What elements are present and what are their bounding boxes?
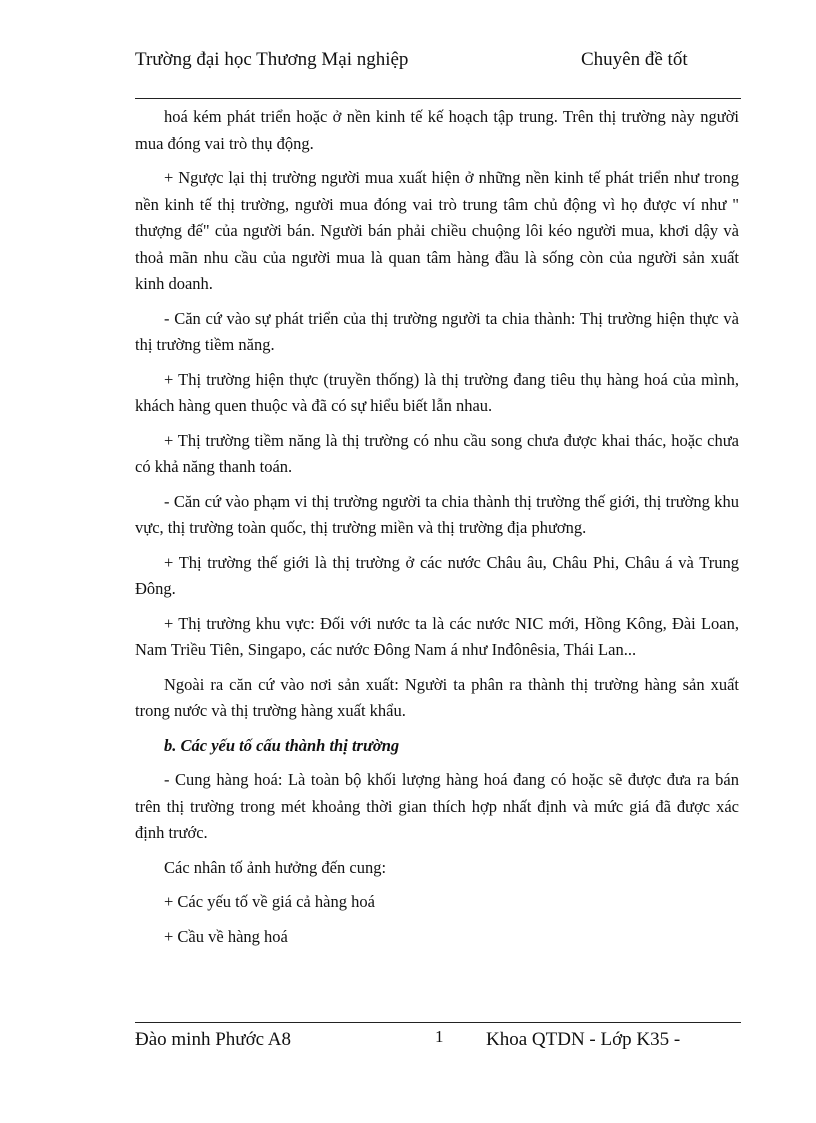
paragraph: hoá kém phát triển hoặc ở nền kinh tế kế hoạch tập trung. Trên thị trường này người mua đóng vai trò thụ động.: [135, 107, 739, 153]
paragraph: + Thị trường khu vực: Đối với nước ta là các nước NIC mới, Hồng Kông, Đài Loan, Nam Triều Tiên, Singapo, các nước Đông Nam á như Inđônêsia, Thái Lan...: [135, 613, 739, 659]
paragraph: + Thị trường thế giới là thị trường ở các nước Châu âu, Châu Phi, Châu á và Trung Đông.: [135, 552, 739, 598]
paragraph: - Căn cứ vào phạm vi thị trường người ta chia thành thị trường thế giới, thị trường khu vực, thị trường toàn quốc, thị trường miền và thị trường địa phương.: [135, 491, 739, 537]
page-footer: [135, 1022, 741, 1050]
paragraph: + Ngược lại thị trường người mua xuất hiện ở những nền kinh tế phát triển như trong nền kinh tế thị trường, người mua đóng vai trò trung tâm chủ động vì họ được ví như " thượng đế" của người bán. Người bán phải chiều chuộng lôi kéo người mua, khơi dậy và thoả mãn nhu cầu của người mua là quan tâm hàng đầu là sống còn của người sản xuất kinh doanh.: [135, 168, 739, 293]
header-school-name: Trường đại học Thương Mại nghiệp: [135, 49, 409, 70]
paragraph: + Cầu về hàng hoá: [164, 926, 288, 946]
paragraph: + Thị trường tiềm năng là thị trường có nhu cầu song chưa được khai thác, hoặc chưa có khả năng thanh toán.: [135, 430, 739, 476]
paragraph: + Các yếu tố về giá cả hàng hoá: [164, 892, 375, 911]
paragraph: Ngoài ra căn cứ vào nơi sản xuất: Người ta phân ra thành thị trường hàng sản xuất trong nước và thị trường hàng xuất khẩu.: [135, 674, 739, 720]
paragraph: + Thị trường hiện thực (truyền thống) là thị trường đang tiêu thụ hàng hoá của mình, khách hàng quen thuộc và đã có sự hiểu biết lẫn nhau.: [135, 369, 739, 415]
footer-class-info: Khoa QTDN - Lớp K35 -: [486, 1029, 681, 1050]
header-doc-type: Chuyên đề tốt: [581, 49, 688, 70]
paragraph: - Cung hàng hoá: Là toàn bộ khối lượng hàng hoá đang có hoặc sẽ được đưa ra bán trên thị trường trong mét khoảng thời gian thích hợp nhất định và mức giá đã được xác định trước.: [135, 770, 739, 842]
paragraph: Các nhân tố ảnh hưởng đến cung:: [164, 857, 387, 877]
footer-author: Đào minh Phước A8: [135, 1029, 291, 1050]
page-number: 1: [435, 1027, 444, 1046]
page-header: [135, 48, 741, 99]
paragraph: - Căn cứ vào sự phát triển của thị trường người ta chia thành: Thị trường hiện thực và thị trường tiềm năng.: [135, 308, 739, 354]
document-body: [135, 104, 739, 958]
section-heading: b. Các yếu tố cấu thành thị trường: [164, 735, 400, 755]
